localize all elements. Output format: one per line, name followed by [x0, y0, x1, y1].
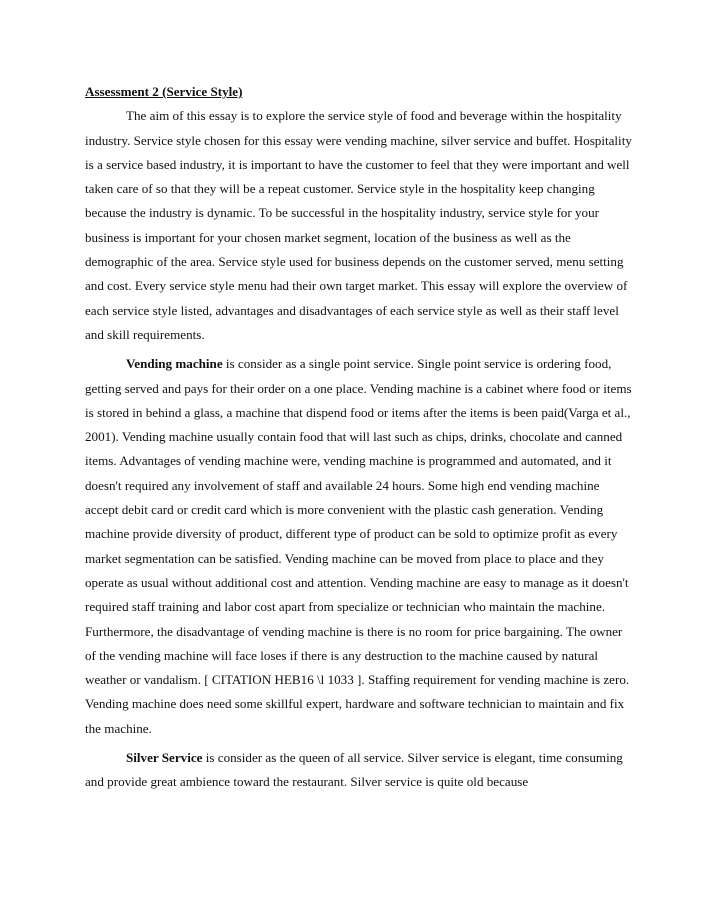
page-title: Assessment 2 (Service Style): [85, 84, 243, 99]
silver-service-paragraph: [85, 746, 633, 795]
vending-machine-lead: Vending machine: [126, 356, 223, 372]
vending-machine-paragraph: [85, 352, 633, 741]
intro-paragraph-text: The aim of this essay is to explore the service style of food and beverage within the hospitality industry. Service style chosen for this essay were vending machine, silver service and buffet. Hospitality is a service based industry, it is important to have the customer to feel that they were important and well taken care of so that they will be a repeat customer. Service style in the hospitality keep changing because the industry is dynamic. To be successful in the hospitality industry, service style for your business is important for your chosen market segment, location of the business as well as the demographic of the area. Service style used for business depends on the customer served, menu setting and cost. Every service style menu had their own target market. This essay will explore the overview of each service style listed, advantages and disadvantages of each service style as well as their staff level and skill requirements.: [85, 108, 632, 342]
silver-service-lead: Silver Service: [126, 750, 203, 766]
vending-machine-text: is consider as a single point service. Single point service is ordering food, getting served and pays for their order on a one place. Vending machine is a cabinet where food or items is stored in behind a glass, a machine that dispend food or items after the items is been paid(Varga et al., 2001). Vending machine usually contain food that will last such as chips, drinks, chocolate and canned items. Advantages of vending machine were, vending machine is programmed and automated, and it doesn't required any involvement of staff and available 24 hours. Some high end vending machine accept debit card or credit card which is more convenient with the plastic cash generation. Vending machine provide diversity of product, different type of product can be sold to optimize profit as every market segmentation can be satisfied. Vending machine can be moved from place to place and they operate as usual without additional cost and attention. Vending machine are easy to manage as it doesn't required staff training and labor cost apart from specialize or technician who maintain the machine. Furthermore, the disadvantage of vending machine is there is no room for price bargaining. The owner of the vending machine will face loses if there is any destruction to the machine caused by natural weather or vandalism. [ CITATION HEB16 \l 1033 ]. Staffing requirement for vending machine is zero. Vending machine does need some skillful expert, hardware and software technician to maintain and fix the machine.: [85, 356, 632, 736]
intro-paragraph: [85, 104, 633, 347]
silver-service-text: is consider as the queen of all service. Silver service is elegant, time consuming and provide great ambience toward the restaurant. Silver service is quite old because: [85, 750, 623, 790]
document-body: [85, 80, 633, 800]
